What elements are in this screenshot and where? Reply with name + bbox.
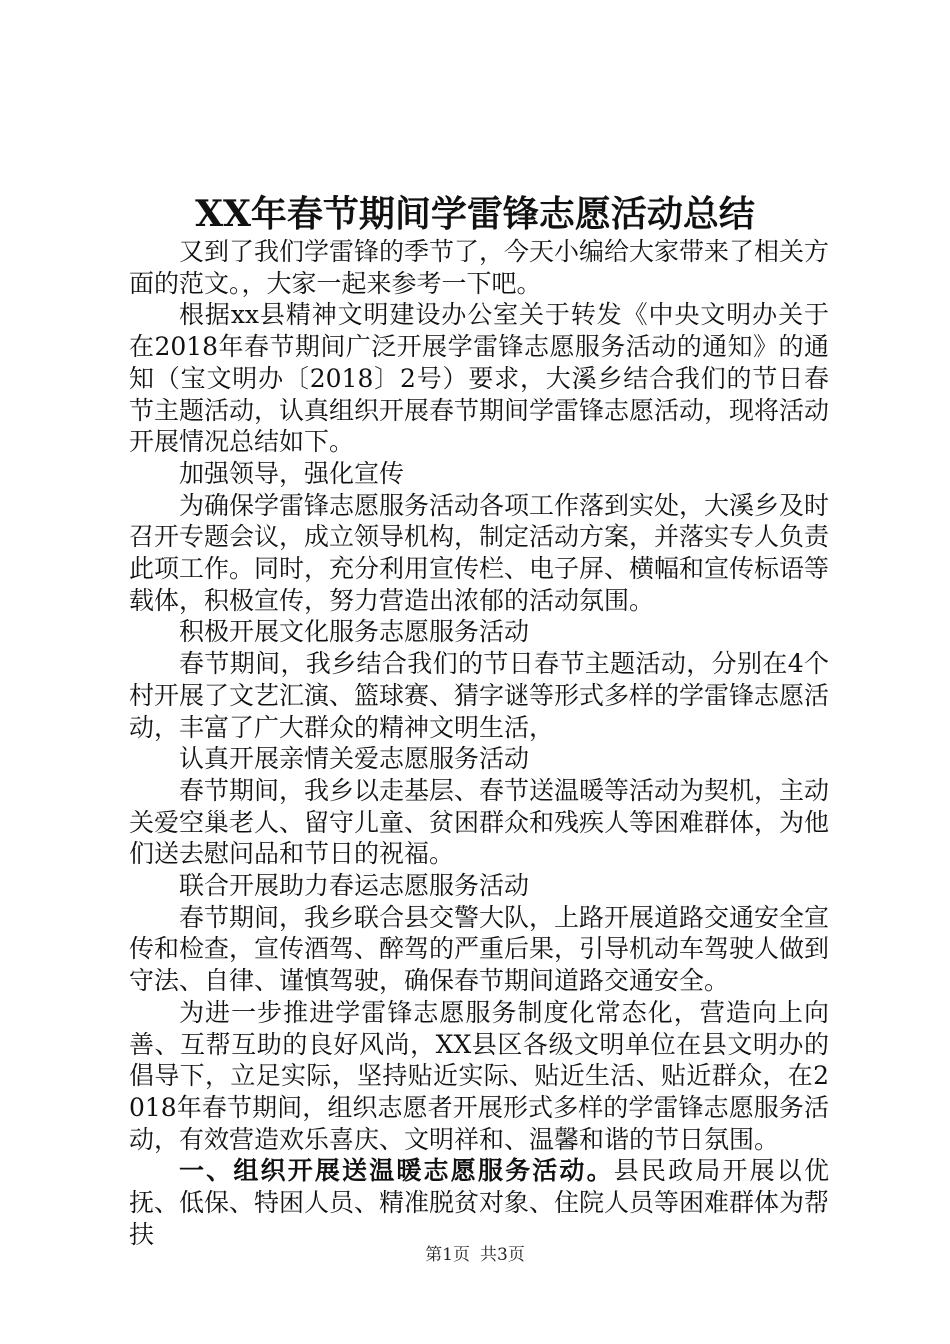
paragraph-county-summary: 为进一步推进学雷锋志愿服务制度化常态化，营造向上向善、互帮互助的良好风尚，XX县区各级文明单位在县文明办的倡导下，立足实际，坚持贴近实际、贴近生活、贴近群众，在2018年春节期间，组织志愿者开展形式多样的学雷锋志愿服务活动，有效营造欢乐喜庆、文明祥和、温馨和谐的节日氛围。	[129, 997, 829, 1154]
paragraph-care: 春节期间，我乡以走基层、春节送温暖等活动为契机，主动关爱空巢老人、留守儿童、贫困群众和残疾人等困难群体，为他们送去慰问品和节日的祝福。	[129, 775, 830, 869]
paragraph-item-one	[129, 1155, 829, 1250]
page-footer	[0, 1240, 950, 1265]
section-heading-culture: 积极开展文化服务志愿服务活动	[179, 617, 530, 647]
section-heading-travel: 联合开展助力春运志愿服务活动	[179, 871, 530, 901]
section-heading-care: 认真开展亲情关爱志愿服务活动	[179, 744, 530, 774]
item-one-lead: 一、组织开展送温暖志愿服务活动。	[179, 1156, 614, 1186]
document-title: XX年春节期间学雷锋志愿活动总结	[195, 193, 755, 235]
page-total: 共3页	[480, 1245, 525, 1265]
paragraph-background: 根据xx县精神文明建设办公室关于转发《中央文明办关于在2018年春节期间广泛开展学雷锋志愿服务活动的通知》的通知（宝文明办〔2018〕2号）要求，大溪乡结合我们的节日春节主题活动，认真组织开展春节期间学雷锋志愿活动，现将活动开展情况总结如下。	[129, 300, 830, 457]
item-one-text: 县民政局开展以优抚、低保、特困人员、精准脱贫对象、住院人员等困难群体为帮扶	[129, 1156, 830, 1249]
paragraph-travel: 春节期间，我乡联合县交警大队，上路开展道路交通安全宣传和检查，宣传酒驾、醉驾的严重后果，引导机动车驾驶人做到守法、自律、谨慎驾驶，确保春节期间道路交通安全。	[129, 902, 830, 996]
paragraph-intro: 又到了我们学雷锋的季节了，今天小编给大家带来了相关方面的范文。，大家一起来参考一下吧。	[129, 237, 830, 298]
paragraph-culture: 春节期间，我乡结合我们的节日春节主题活动，分别在4个村开展了文艺汇演、篮球赛、猜字谜等形式多样的学雷锋志愿活动，丰富了广大群众的精神文明生活，	[129, 649, 830, 742]
paragraph-leadership: 为确保学雷锋志愿服务活动各项工作落到实处，大溪乡及时召开专题会议，成立领导机构，制定活动方案，并落实专人负责此项工作。同时，充分利用宣传栏、电子屏、横幅和宣传标语等载体，积极宣传，努力营造出浓郁的活动氛围。	[129, 490, 830, 615]
document-body	[129, 236, 829, 1251]
page-number: 第1页	[425, 1245, 470, 1265]
section-heading-leadership: 加强领导，强化宣传	[179, 458, 405, 488]
